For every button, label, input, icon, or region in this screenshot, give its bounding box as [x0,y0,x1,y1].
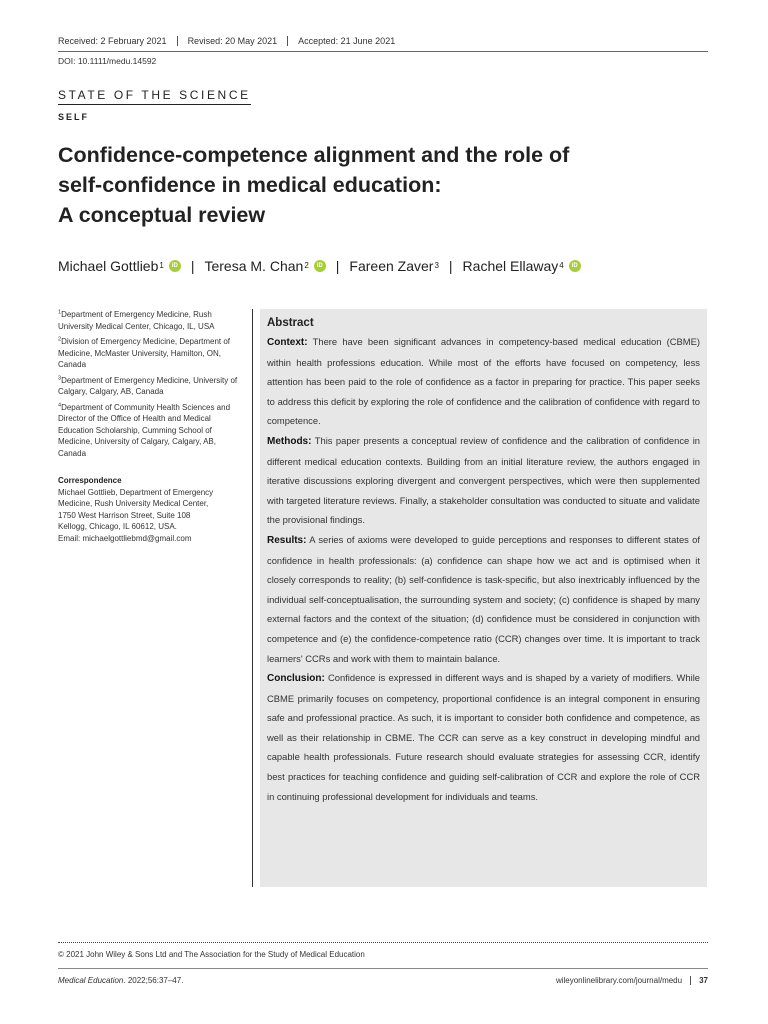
abstract-box [260,309,707,887]
correspondence-line: Kellogg, Chicago, IL 60612, USA. [58,522,177,531]
affiliation-number: 3 [58,374,62,381]
abstract-text: A series of axioms were developed to guide perceptions and responses to different states of confidence in health professionals: (a) confidence can shape how we act and is optimised when it closely corresponds to reality; (b) self-confidence is task-specific, but also inextricably influenced by the individual self-conceptualisation, the surrounding system and society; (c) confidence is shaped by many external factors and the context of the situation; (d) confidence must be considered in conjunction with competence and (e) the confidence-competence ratio (CCR) changes over time. It is important to track learners' CCRs and work with them to maintain balance. [267,533,700,664]
author-separator: | [448,258,453,274]
correspondence-email[interactable]: Email: michaelgottliebmd@gmail.com [58,533,192,543]
abstract-text: This paper presents a conceptual review of confidence and the calibration of confidence in different medical education contexts. Building from an initial literature review, the authors engaged in iterative discussions exploring divergent and convergent perspectives, which were then supplemented with targeted literature reviews. Finally, a stakeholder consultation was conducted to situate and validate the provisional findings. [267,434,700,526]
orcid-icon[interactable]: iD [569,260,581,272]
title-line-3: A conceptual review [58,203,266,227]
author-separator: | [335,258,340,274]
author-name: Fareen Zaver [349,258,434,274]
revised-date: Revised: 20 May 2021 [177,36,288,46]
abstract-label: Methods: [267,435,312,447]
affiliation-2 [58,336,244,371]
abstract-label: Conclusion: [267,673,325,685]
correspondence-line: 1750 West Harrison Street, Suite 108 [58,510,191,520]
journal-url[interactable]: wileyonlinelibrary.com/journal/medu [555,976,683,985]
title-line-1: Confidence-competence alignment and the role of [58,143,570,167]
copyright-rule [58,942,708,943]
author-name: Teresa M. Chan [204,258,304,274]
correspondence [58,475,244,544]
affiliation-text: Division of Emergency Medicine, Department of Medicine, McMaster University, Hamilton, ON, Canada [58,337,231,369]
affiliation-4 [58,402,244,460]
author-name: Michael Gottlieb [58,258,159,274]
footer-right [556,976,708,985]
abstract-conclusion [267,668,700,806]
abstract-label: Context: [267,337,308,348]
page-number: 37 [690,976,708,985]
received-date: Received: 2 February 2021 [58,36,167,46]
journal-ref: . 2022;56:37–47. [123,976,184,985]
header-rule [58,51,708,52]
copyright: © 2021 John Wiley & Sons Ltd and The Association for the Study of Medical Education [58,950,365,959]
section-sublabel: SELF [58,112,90,122]
author-gottlieb[interactable]: Michael Gottlieb 1 iD [58,258,181,274]
abstract-methods [267,431,700,530]
affiliation-3 [58,375,244,398]
journal-name: Medical Education [58,976,124,985]
abstract-text: There have been significant advances in competency-based medical education (CBME) within health professions education. While most of the efforts have focused on competency, less attention has been paid to the role of confidence as a factor in preparing for practice. This paper seeks to address this deficit by exploring the role of confidence and the calibration of confidence with regard to competence. [267,336,700,427]
affiliation-text: Department of Community Health Sciences and Director of the Office of Health and Medical Education Scholarship, Cumming School of Medicine, University of Calgary, Calgary, AB, Canada [58,402,231,458]
abstract-heading: Abstract [267,317,314,329]
affiliation-1 [58,309,244,332]
abstract-label: Results: [267,534,307,546]
correspondence-heading: Correspondence [58,476,122,485]
correspondence-line: Michael Gottlieb, Department of Emergency [58,487,214,497]
affiliation-text: Department of Emergency Medicine, University of Calgary, Calgary, AB, Canada [58,375,238,396]
abstract-results [267,530,700,668]
accepted-date: Accepted: 21 June 2021 [287,36,405,46]
orcid-icon[interactable]: iD [169,260,181,272]
section-label: STATE OF THE SCIENCE [58,88,251,105]
abstract-content [260,309,707,806]
submission-dates [58,36,405,46]
affiliation-number: 1 [58,309,62,316]
title-line-2: self-confidence in medical education: [58,173,442,197]
affiliation-number: 2 [58,336,62,343]
article-title [58,140,658,230]
affiliation-text: Department of Emergency Medicine, Rush University Medical Center, Chicago, IL, USA [58,310,215,331]
orcid-icon[interactable]: iD [314,260,326,272]
affiliations [58,309,244,544]
journal-citation [58,976,183,985]
author-ellaway[interactable]: Rachel Ellaway 4 iD [463,258,581,274]
footer-rule [58,968,708,969]
affiliation-number: 4 [58,401,62,408]
author-list [58,258,581,274]
author-chan[interactable]: Teresa M. Chan 2 iD [204,258,325,274]
doi[interactable]: DOI: 10.1111/medu.14592 [58,56,157,66]
abstract-context [267,332,700,431]
column-divider [252,309,253,887]
correspondence-line: Medicine, Rush University Medical Center, [58,499,209,508]
author-zaver[interactable]: Fareen Zaver 3 [349,258,439,274]
author-separator: | [190,258,195,274]
abstract-text: Confidence is expressed in different ways and is shaped by a variety of modifiers. While CBME primarily focuses on competency, proportional confidence is an integral component in ensuring safe and professional practice. As such, it is important to consider both confidence and competence, as well as their relationship in CBME. The CCR can serve as a key construct in developing mindful and capable health professionals. Future research should evaluate strategies for assessing CCR, identify best practices for teaching confidence and guiding self-calibration of CCR and explore the role of CCR in continuing professional development for individuals and teams. [267,672,701,802]
author-name: Rachel Ellaway [462,258,559,274]
